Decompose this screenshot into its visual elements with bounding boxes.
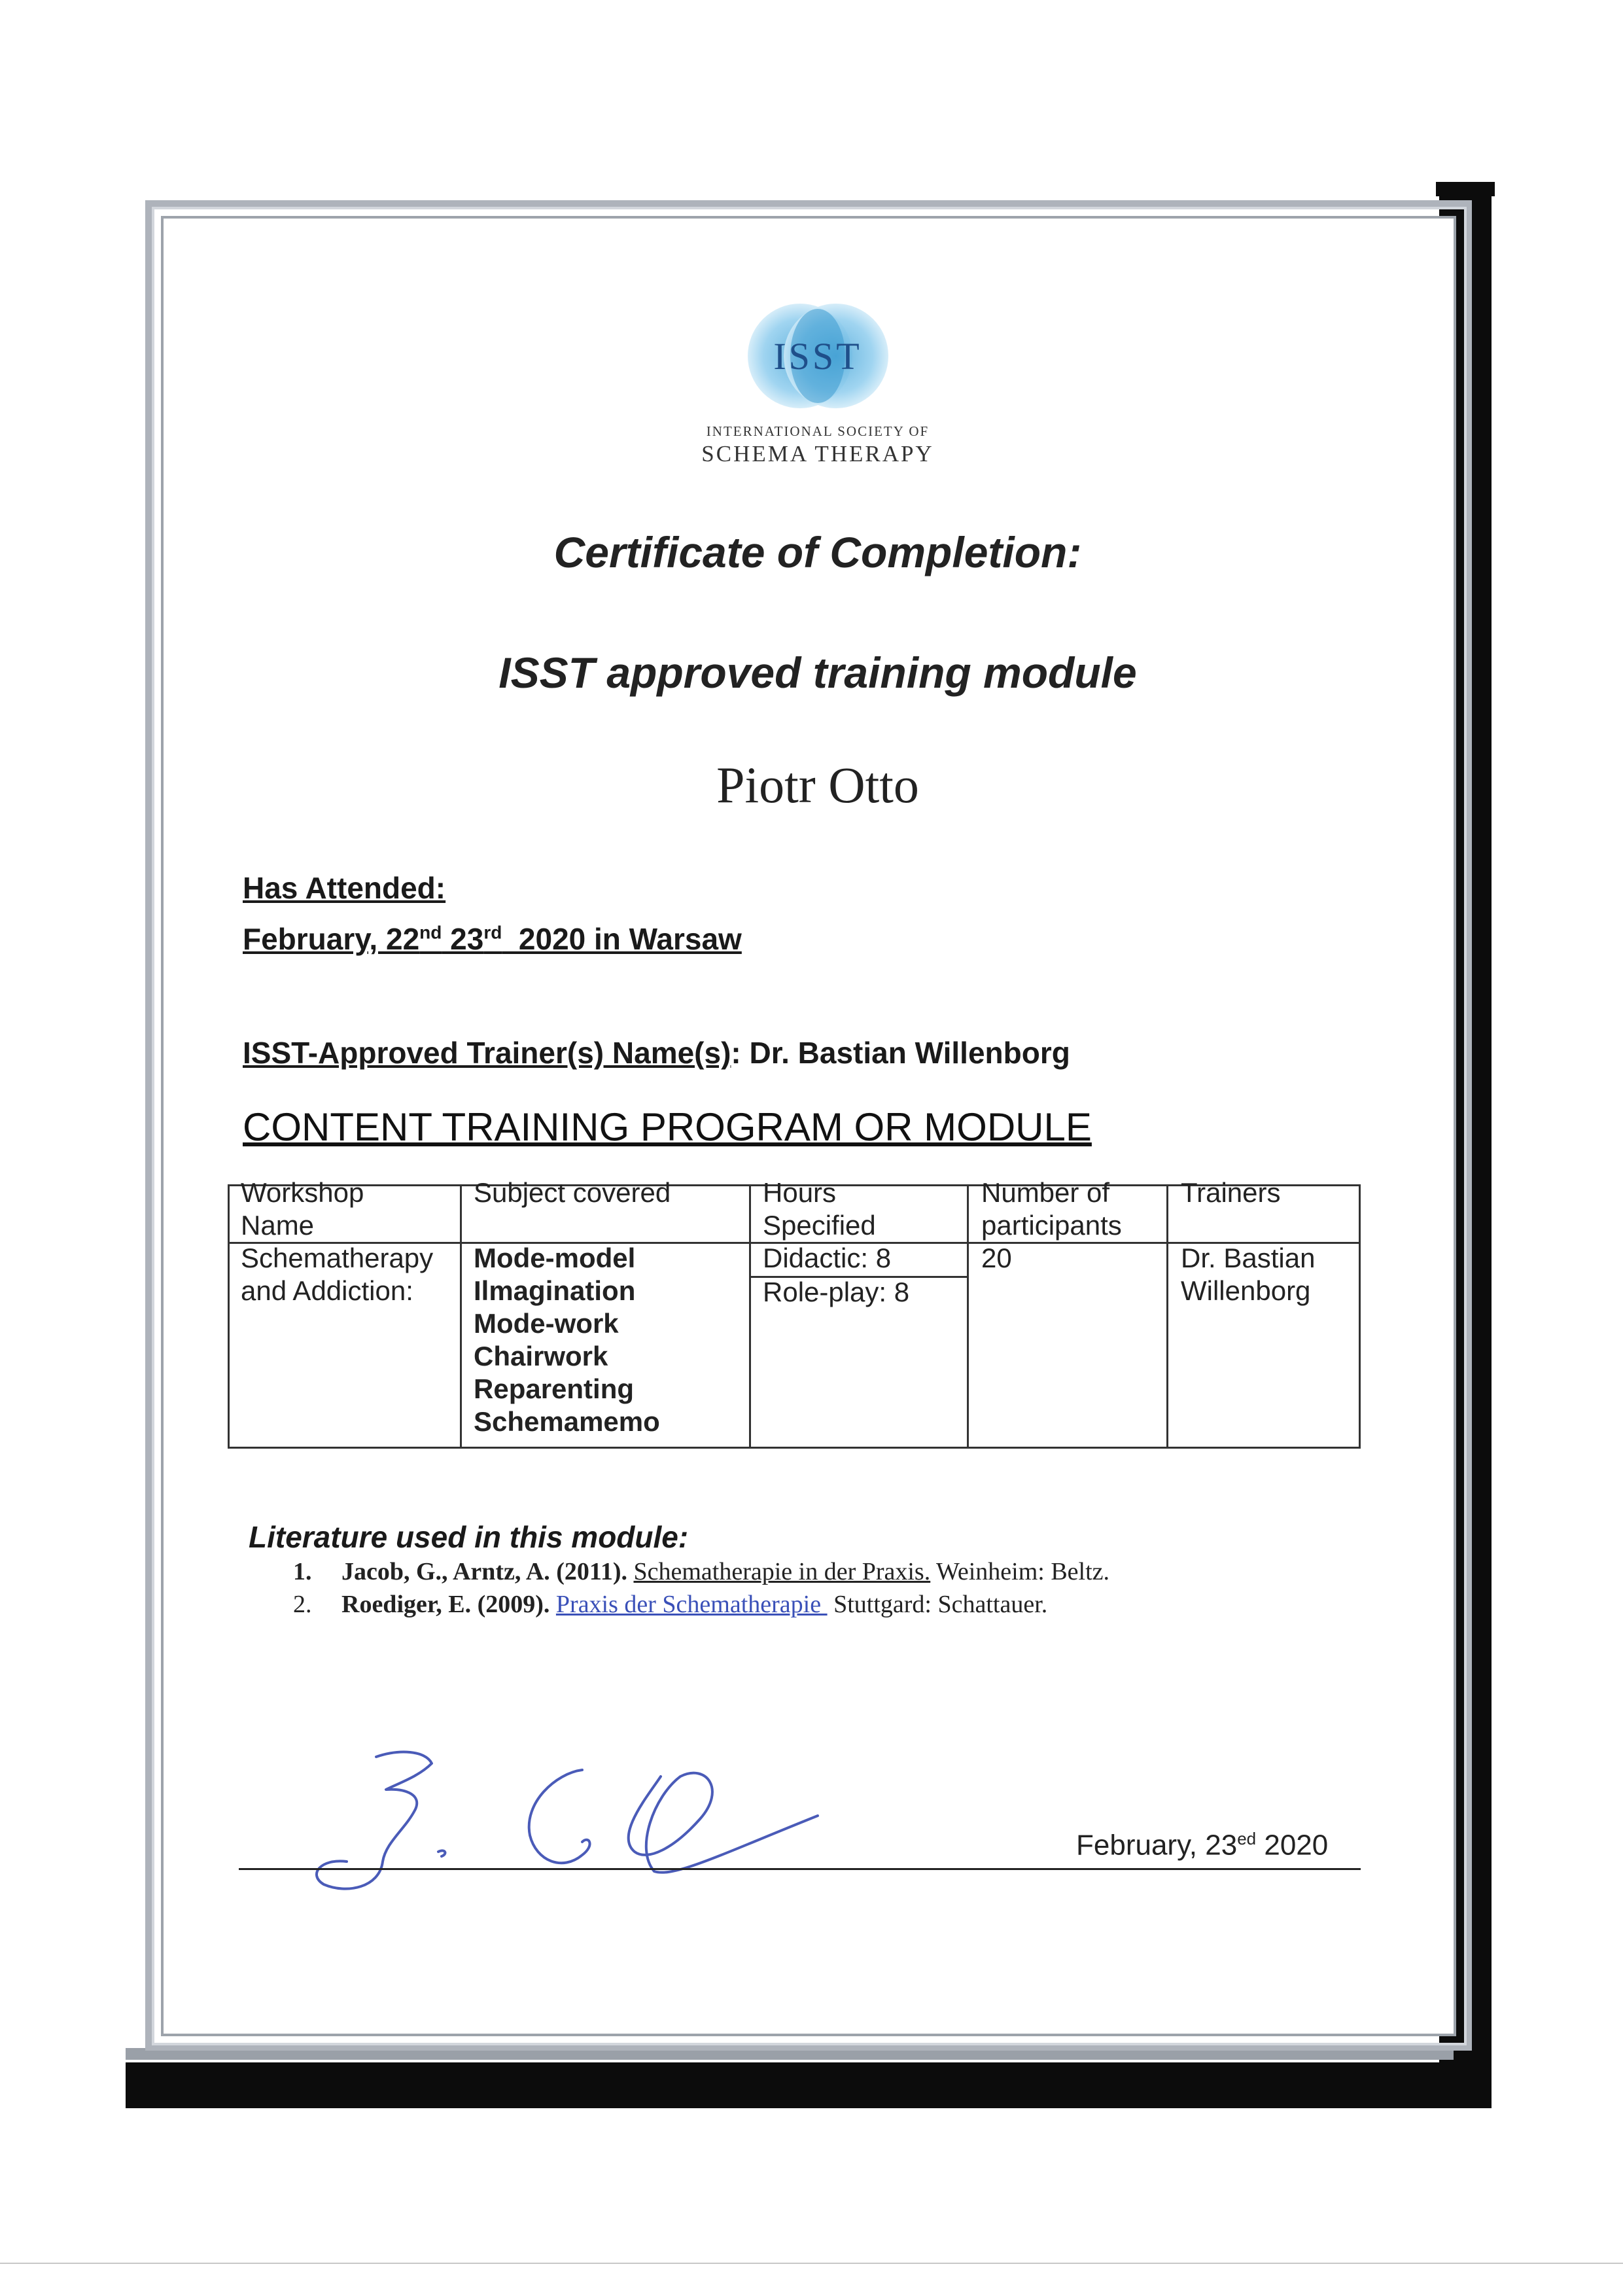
- literature-link[interactable]: Praxis der Schematherapie: [555, 1591, 828, 1618]
- literature-item: [293, 1557, 1109, 1586]
- subject-item: Schemamemo: [474, 1406, 660, 1437]
- literature-authors: Jacob, G., Arntz, A. (2011).: [341, 1558, 627, 1585]
- literature-heading: Literature used in this module:: [249, 1520, 689, 1554]
- cell-text: Schematherapy: [241, 1243, 434, 1273]
- isst-logo: [654, 283, 981, 472]
- subject-item: Chairwork: [474, 1341, 608, 1371]
- attended-date-prefix: February, 22: [243, 922, 420, 956]
- signature-date-prefix: February, 23: [1076, 1829, 1238, 1862]
- signature-stroke: [529, 1770, 590, 1863]
- header-text: Specified: [763, 1210, 876, 1241]
- table-cell-subjects: [474, 1242, 660, 1438]
- logo-line-1: INTERNATIONAL SOCIETY OF: [706, 423, 930, 439]
- table-header-trainers: Trainers: [1181, 1177, 1281, 1208]
- program-heading: CONTENT TRAINING PROGRAM OR MODULE: [243, 1105, 1092, 1149]
- trainer-line: [243, 1035, 1070, 1070]
- attended-date-suffix: 2020 in Warsaw: [502, 922, 742, 956]
- attended-date: [243, 921, 742, 957]
- literature-number: 1.: [293, 1558, 312, 1585]
- literature-item: [293, 1590, 1047, 1619]
- cell-text: Dr. Bastian: [1181, 1243, 1316, 1273]
- header-text: Hours: [763, 1177, 837, 1208]
- signature-date-suffix: 2020: [1256, 1829, 1329, 1862]
- table-header-participants: [981, 1176, 1122, 1242]
- table-divider: [967, 1184, 969, 1449]
- table-cell-hours-didactic: Didactic: 8: [763, 1243, 892, 1273]
- table-header-workshop: [241, 1176, 364, 1242]
- table-cell-hours-roleplay: Role-play: 8: [763, 1277, 910, 1307]
- signature-line: [239, 1868, 1361, 1870]
- signature-stroke: [438, 1850, 445, 1856]
- frame-shadow-bottom: [126, 2062, 1492, 2108]
- header-text: Number of: [981, 1177, 1110, 1208]
- logo-line-2: SCHEMA THERAPY: [701, 441, 934, 467]
- certificate-title: Certificate of Completion:: [553, 528, 1082, 576]
- subject-item: Mode-model: [474, 1243, 636, 1273]
- attended-date-sup1: nd: [419, 922, 442, 943]
- attended-date-mid: 23: [442, 922, 484, 956]
- certificate-subtitle: ISST approved training module: [498, 648, 1137, 697]
- trainer-label: ISST-Approved Trainer(s) Name(s): [243, 1036, 731, 1070]
- literature-title: Schematherapie in der Praxis.: [633, 1558, 931, 1585]
- header-text: Name: [241, 1210, 315, 1241]
- subject-item: Reparenting: [474, 1373, 635, 1404]
- handwritten-signature: [307, 1737, 831, 1907]
- isst-logo-mark: [738, 296, 898, 420]
- header-text: Workshop: [241, 1177, 364, 1208]
- attended-label: Has Attended:: [243, 871, 446, 905]
- literature-number: 2.: [293, 1591, 312, 1618]
- literature-publisher: Weinheim: Beltz.: [930, 1558, 1110, 1585]
- table-divider: [1166, 1184, 1168, 1449]
- signature-stroke: [629, 1773, 818, 1873]
- table-cell-trainers: [1181, 1242, 1315, 1307]
- attended-date-sup2: rd: [483, 922, 502, 943]
- subject-item: Mode-work: [474, 1308, 619, 1339]
- logo-monogram: ISST: [773, 335, 862, 378]
- signature-date-sup: ed: [1237, 1829, 1257, 1848]
- trainer-name: Dr. Bastian Willenborg: [749, 1036, 1070, 1070]
- subject-item: Ilmagination: [474, 1275, 636, 1306]
- scan-bottom-rule: [0, 2263, 1623, 2264]
- recipient-name: Piotr Otto: [716, 756, 919, 813]
- cell-text: Willenborg: [1181, 1275, 1311, 1306]
- table-cell-participants: 20: [981, 1243, 1012, 1273]
- literature-authors: Roediger, E. (2009).: [341, 1591, 550, 1618]
- cell-text: and Addiction:: [241, 1275, 413, 1306]
- table-divider: [460, 1184, 462, 1449]
- table-cell-workshop: [241, 1242, 433, 1307]
- table-divider: [749, 1184, 751, 1449]
- table-header-hours: [763, 1176, 876, 1242]
- trainer-colon: :: [731, 1036, 750, 1070]
- table-header-subject: Subject covered: [474, 1177, 671, 1208]
- header-text: participants: [981, 1210, 1122, 1241]
- signature-date: [1076, 1829, 1328, 1862]
- literature-publisher: Stuttgard: Schattauer.: [827, 1591, 1048, 1618]
